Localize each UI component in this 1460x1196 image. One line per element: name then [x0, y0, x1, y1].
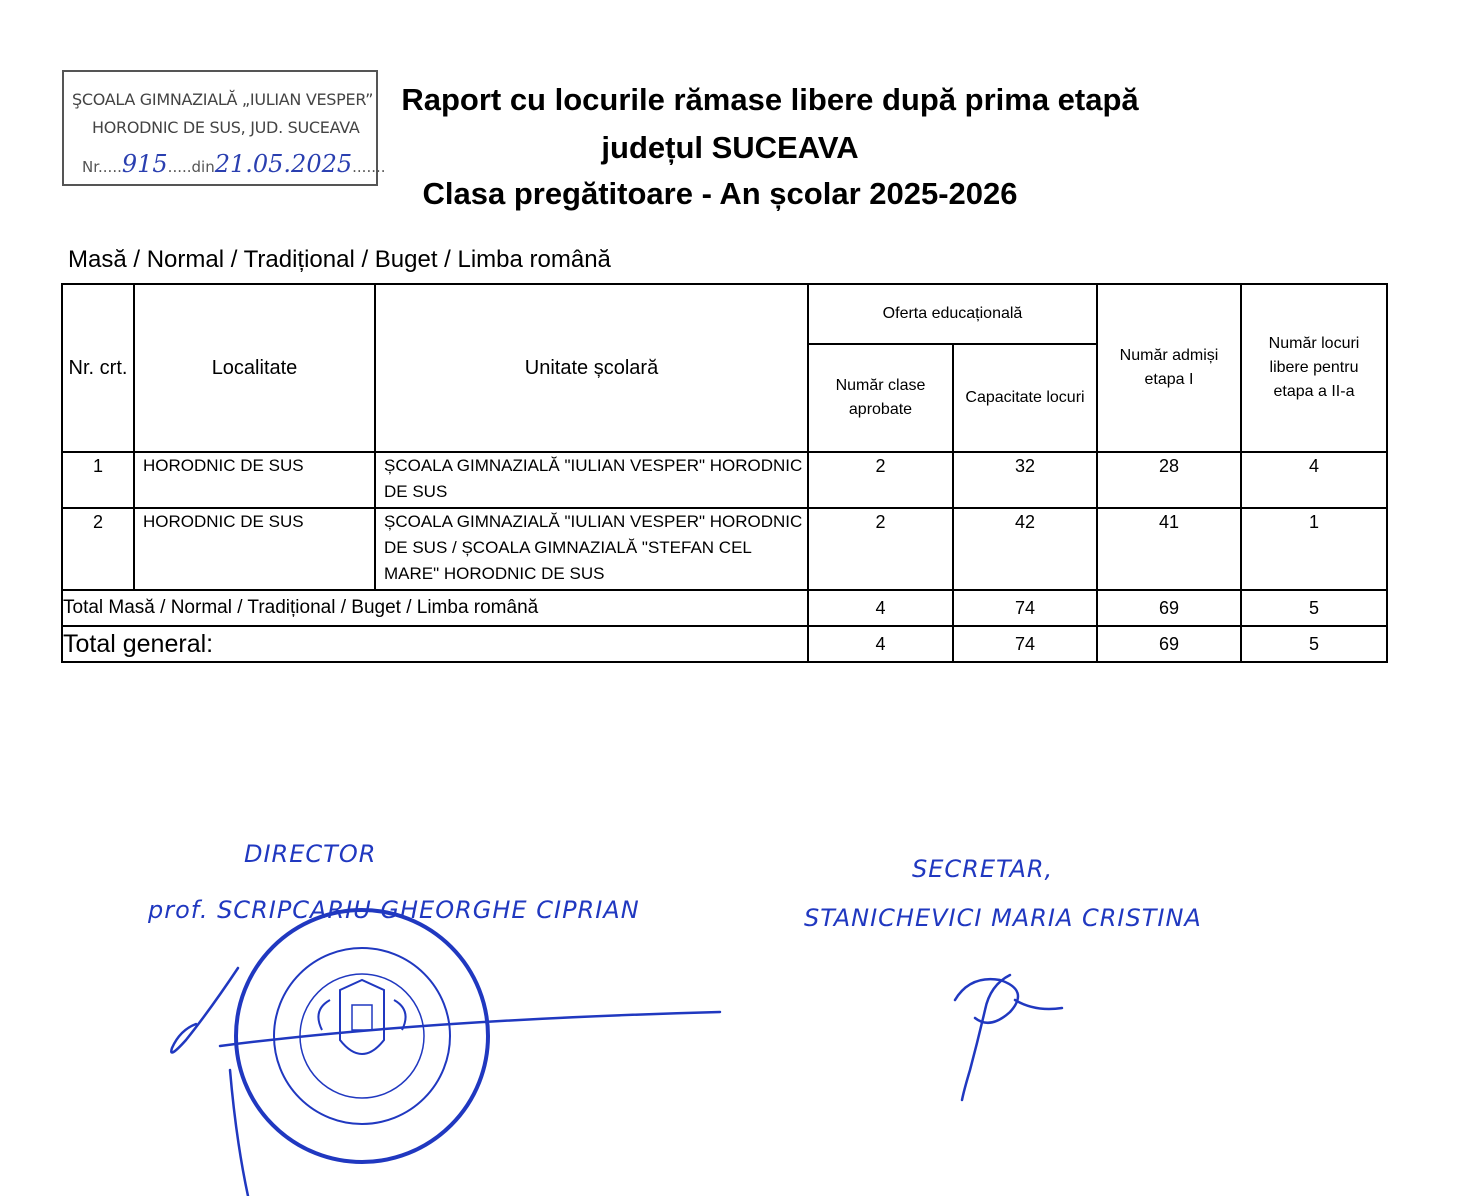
- total-general-capacitate: 74: [953, 626, 1097, 662]
- header-capacitate: Capacitate locuri: [953, 344, 1097, 452]
- secretar-signature: [955, 975, 1062, 1100]
- row-nr: 2: [62, 508, 134, 590]
- header-clase: Număr clase aprobate: [808, 344, 953, 452]
- report-title-line3: Clasa pregătitoare - An școlar 2025-2026: [422, 176, 1018, 211]
- header-admisi: Număr admiși etapa I: [1097, 284, 1241, 452]
- header-libere: Număr locuri libere pentru etapa a II-a: [1241, 284, 1387, 452]
- stamp-nr-value: 915: [121, 150, 168, 178]
- total-section-admisi: 69: [1097, 590, 1241, 626]
- row-localitate: HORODNIC DE SUS: [134, 508, 375, 590]
- row-libere: 1: [1241, 508, 1387, 590]
- director-signature: [171, 968, 720, 1196]
- row-unitate: ȘCOALA GIMNAZIALĂ "IULIAN VESPER" HORODNIC DE SUS / ȘCOALA GIMNAZIALĂ "STEFAN CEL MARE" HORODNIC DE SUS: [375, 508, 808, 590]
- row-admisi: 28: [1097, 452, 1241, 508]
- report-title-line2: județul SUCEAVA: [601, 130, 859, 165]
- header-nr: Nr. crt.: [62, 284, 134, 452]
- header-localitate: Localitate: [134, 284, 375, 452]
- secretar-title: SECRETAR,: [912, 855, 1054, 883]
- report-title-line1: Raport cu locurile rămase libere după prima etapă: [401, 82, 1139, 117]
- row-admisi: 41: [1097, 508, 1241, 590]
- director-name: prof. SCRIPCARIU GHEORGHE CIPRIAN: [148, 896, 640, 924]
- round-seal: [236, 910, 488, 1162]
- row-unitate: ȘCOALA GIMNAZIALĂ "IULIAN VESPER" HORODNIC DE SUS: [375, 452, 808, 508]
- row-nr: 1: [62, 452, 134, 508]
- row-localitate: HORODNIC DE SUS: [134, 452, 375, 508]
- total-general-libere: 5: [1241, 626, 1387, 662]
- secretar-name: STANICHEVICI MARIA CRISTINA: [804, 904, 1202, 932]
- row-libere: 4: [1241, 452, 1387, 508]
- section-subtitle: Masă / Normal / Tradițional / Buget / Limba română: [68, 246, 611, 273]
- header-unitate: Unitate școlară: [375, 284, 808, 452]
- total-section-clase: 4: [808, 590, 953, 626]
- stamp-school: ŞCOALA GIMNAZIALĂ „IULIAN VESPER”: [72, 90, 374, 109]
- total-section-libere: 5: [1241, 590, 1387, 626]
- director-title: DIRECTOR: [244, 840, 377, 868]
- header-oferta: Oferta educațională: [808, 284, 1097, 344]
- total-general-label: Total general:: [62, 626, 808, 662]
- row-clase: 2: [808, 452, 953, 508]
- stamp-date-value: 21.05.2025: [214, 150, 353, 178]
- row-capacitate: 42: [953, 508, 1097, 590]
- row-clase: 2: [808, 508, 953, 590]
- stamp-number-line: Nr.....915.....din21.05.2025.......: [82, 150, 386, 178]
- total-section-capacitate: 74: [953, 590, 1097, 626]
- total-section-label: Total Masă / Normal / Tradițional / Buget / Limba română: [62, 590, 808, 626]
- stamp-address: HORODNIC DE SUS, JUD. SUCEAVA: [92, 118, 360, 137]
- total-general-admisi: 69: [1097, 626, 1241, 662]
- total-general-clase: 4: [808, 626, 953, 662]
- row-capacitate: 32: [953, 452, 1097, 508]
